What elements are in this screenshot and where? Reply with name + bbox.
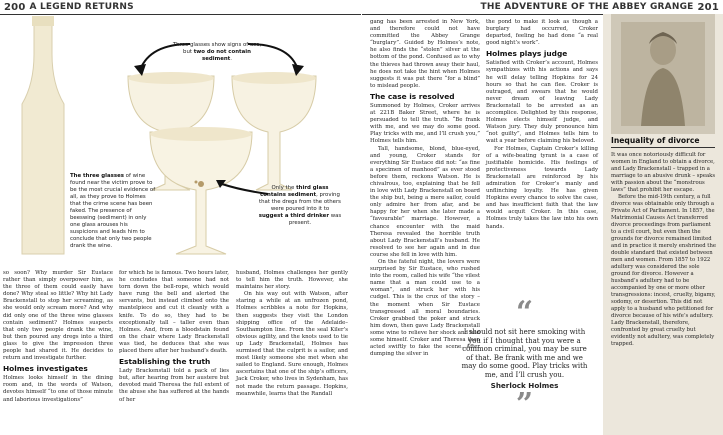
left-caption-title: The three glasses — [70, 173, 124, 179]
top-callout-text: Three glasses show signs of use, but — [172, 42, 262, 55]
quote-author: Sherlock Holmes — [490, 381, 559, 390]
paragraph: gang has been arrested in New York, and therefore could not have committed the Abbey Grange “burglary”. Guided by Holmes’s note, he also finds the “stolen” silver at the bottom of the pond. Confused as to why the thieves had thrown away their haul, he does not take the hint when Holmes suggests it was put there “for a blind” to mislead people. — [370, 19, 480, 89]
wine-bottle — [22, 16, 64, 254]
paragraph: On the fateful night, the lovers were surprised by Sir Eustace, who rushed into the room, called his wife “the vilest name that a man could use to a woman”, and struck her with his cudgel. This is the crux of the story – the moment when Sir Eustace transgressed all moral boundaries. Croker grabbed the poker and struck him down, then gave Lady Brackenstall some wine to relieve her shock and had some himself. Croker and Theresa then acted swiftly to fake the scene. After dumping the silver in — [370, 259, 480, 358]
left-caption-text: of wine found near the victim prove to be the most crucial evidence of all, as they prove to Holmes that the crime scene has been faked. The presence of beeswing (sediment) in only one glass arouses his suspicions and leads him to conclude that only two people drank the wine. — [70, 173, 156, 249]
left-running-title: A LEGEND RETURNS — [29, 2, 134, 12]
sidebar-body — [611, 152, 717, 348]
subheading-holmes-plays-judge: Holmes plays judge — [486, 49, 568, 59]
left-body-column-2 — [119, 270, 229, 404]
left-page-number: 200 — [4, 1, 26, 13]
left-body-column-3 — [236, 270, 348, 398]
right-callout-bold1: third glass contains sediment — [260, 185, 329, 198]
paragraph: Satisfied with Croker’s account, Holmes sympathizes with his actions and says he will delay telling Hopkins for 24 hours so that he can flee. Croker is outraged, and swears that he would never dream of leaving Lady Brackenstall to be arrested as an accomplice. Delighted by this response, Holmes elects himself judge, and Watson jury. They duly pronounce him “not guilty”, and Holmes tells him to wait a year before claiming his beloved. — [486, 60, 598, 145]
right-callout-end: was present. — [288, 213, 342, 226]
paragraph: Tall, handsome, blond, blue-eyed, and young, Croker stands for everything Sir Eustace did not: “as fine a specimen of manhood” as ever stood before them, reckons Watson. He is chivalrous, too, explaining that he fell in love with Lady Brackenstall on board the ship but, being a mere sailor, could only admire her from afar, and be happy for her when she later made a “favourable” marriage. However, a chance encounter with the maid Theresa revealed the horrible truth about Lady Brackenstall’s husband. He resolved to see her again and in due course she fell in love with him. — [370, 145, 480, 258]
subheading-holmes-investigates: Holmes investigates — [3, 364, 88, 374]
subheading-case-resolved: The case is resolved — [370, 91, 455, 101]
paragraph: Summoned by Holmes, Croker arrives at 221B Baker Street, where he is persuaded to tell the truth. “Be frank with me, and we may do some good. Play tricks with me, and I’ll crush you,” Holmes tells him. — [370, 102, 480, 145]
paragraph: Lady Brackenstall told a pack of lies but, after hearing from her austere but devoted maid Theresa the full extent of the abuse she has suffered at the hands of her — [119, 368, 229, 403]
right-running-title: THE ADVENTURE OF THE ABBEY GRANGE — [480, 2, 694, 12]
paragraph: husband, Holmes challenges her gently to tell him the truth. However, she maintains her story. — [236, 270, 348, 291]
quote-text: I should not sit here smoking with you if I thought that you were a common criminal, you may be sure of that. Be frank with me and we may do some good. Play tricks with me, and I’ll crush you. — [461, 328, 588, 379]
sidebar-paragraph: Before the mid-19th century, a full divorce was obtainable only through a Private Act of Parliament. In 1857, the Matrimonial Causes Act transferred divorce proceedings from parliament to a civil court, but even then the grounds for divorce remained limited and in practice it merely enshrined the double standard that existed between men and women. From 1857 to 1922 adultery was considered the sole ground for divorce. However a husband’s adultery had to be accompanied by one or more other transgressions: incest, cruelty, bigamy, sodomy, or desertion. This did not apply to a husband who petitioned for divorce because of his wife’s adultery. Lady Brackenstall, therefore, confronted by great cruelty but evidently not adultery, was completely trapped. — [611, 194, 716, 347]
open-quote-mark: “ — [515, 295, 534, 330]
pull-quote — [458, 295, 591, 435]
right-body-column-2 — [486, 19, 598, 231]
right-running-head — [481, 0, 720, 14]
paragraph: so soon? Why murder Sir Eustace rather than simply overpower him, as the three of them could easily have done? Why steal so little? Why hit Lady Brackenstall to stop her screaming, as she would only scream more? And why did only one of the three wine glasses contain sediment? Holmes suspects that only two people drank the wine, but then poured any dregs into a third glass to give the impression three people had shared it. He decides to return and investigate further. — [3, 270, 113, 362]
sidebar-title: Inequality of divorce — [611, 136, 700, 145]
right-callout-mid: , proving that the dregs from the others were poured into it to — [259, 192, 341, 212]
top-callout — [172, 42, 262, 63]
top-callout-end: . — [230, 56, 232, 62]
paragraph: For Holmes, Captain Croker’s killing of a wife-beating tyrant is a case of justifiable homicide. His feelings of protectiveness towards Lady Brackenstall are reinforced by his admiration for Croker’s manly and unflinching loyalty. He has given Hopkins every chance to solve the case, and has insufficient faith that the law would acquit Croker. In this case, Holmes truly takes the law into his own hands. — [486, 145, 598, 230]
left-caption — [70, 173, 156, 250]
paragraph: Holmes looks himself in the dining room and, in the words of Watson, devotes himself “to one of those minute and laborious investigations” — [3, 375, 113, 403]
top-callout-bold: two do not contain sediment — [193, 49, 251, 62]
left-body-column-1 — [3, 270, 113, 404]
left-page — [0, 14, 361, 435]
victorian-portrait-image — [611, 14, 715, 134]
left-running-head — [4, 0, 134, 14]
paragraph: On his way out with Watson, after staring a while at an unfrozen pond, Holmes scribbles a note for Hopkins, then suggests they visit the London shipping office of the Adelaide–Southampton line. From the seal Kiler’s obvious agility, and the knots used to tie up Lady Brackenstall, Holmes has surmised that the culprit is a sailor, and most likely someone she met when she sailed to England. Sure enough, Holmes ascertains that one of the ship’s officers, Jack Croker, who lives in Sydenham, has not made the return passage. Hopkins, meanwhile, learns that the Randall — [236, 291, 348, 397]
right-callout-bold2: suggest a third drinker — [258, 213, 329, 219]
right-callout-pre: Only the — [271, 185, 297, 191]
paragraph: the pond to make it look as though a burglary had occurred, Croker departed, feeling he had done “a real good night’s work”. — [486, 19, 598, 47]
sidebar-paragraph: It was once notoriously difficult for women in England to obtain a divorce, and Lady Brackenstall – trapped in a marriage to an abusive drunk – speaks with passion about the “monstrous laws” that prohibit her escape. — [611, 152, 716, 193]
right-callout — [258, 185, 342, 227]
portrait-drawing — [611, 14, 715, 134]
sidebar-title-rule — [611, 147, 715, 148]
divorce-sidebar — [603, 14, 723, 435]
close-quote-mark: ” — [515, 387, 534, 422]
subheading-establishing-the-truth: Establishing the truth — [119, 357, 211, 367]
right-page-number: 201 — [697, 1, 719, 13]
paragraph: for which he is famous. Two hours later, he concludes that someone had not torn down the bell-rope, which would have rung the bell and alerted the servants, but instead climbed onto the mantelpiece and cut it cleanly with a knife. To do so, they had to be exceptionally tall – taller even than Holmes. And, from a bloodstain found on the chair where Lady Brackenstall was tied, he deduces that she was placed there after her husband’s death. — [119, 270, 229, 355]
